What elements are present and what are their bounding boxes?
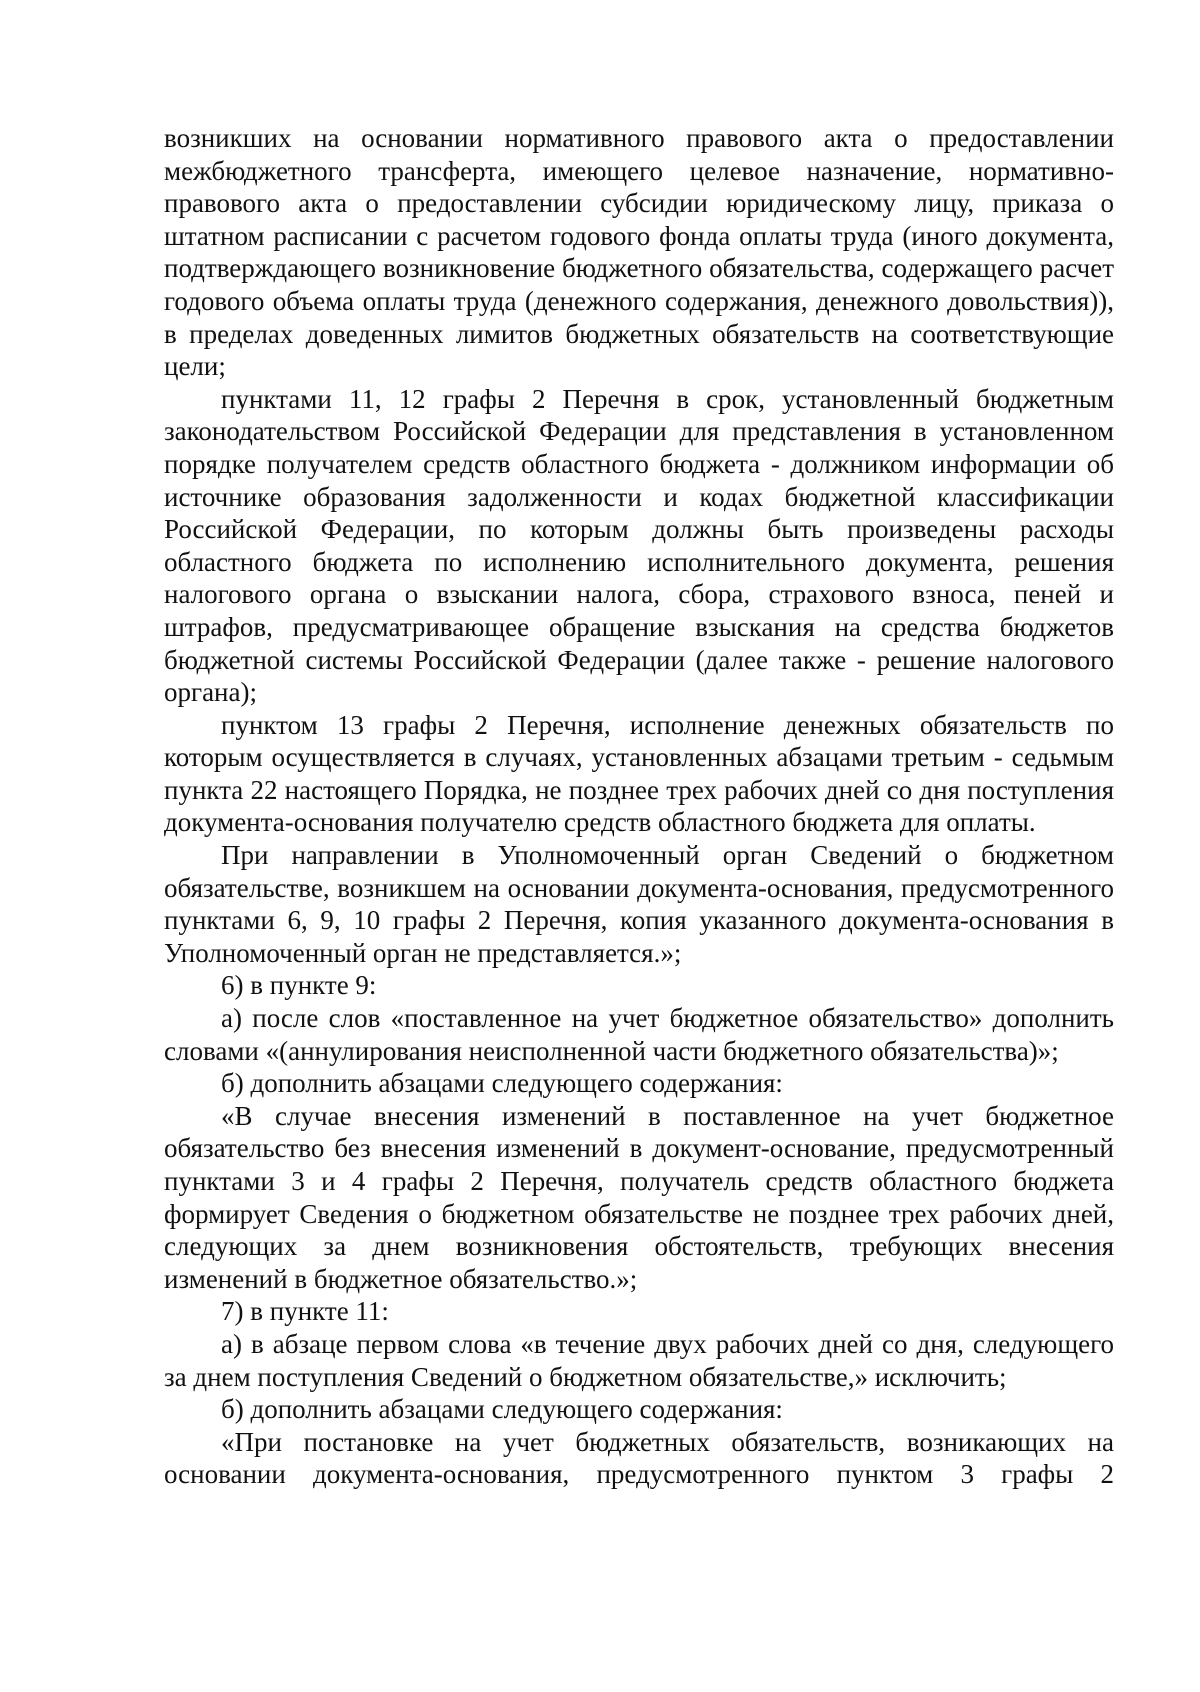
- paragraph: 7) в пункте 11:: [221, 1296, 389, 1327]
- paragraph: а) в абзаце первом слова «в течение двух рабочих дней со дня, следующего за днем поступления Сведений о бюджетном обязательстве,» исключить;: [164, 1328, 1114, 1392]
- paragraph: пунктами 11, 12 графы 2 Перечня в срок, установленный бюджетным законодательством Российской Федерации для представления в установленном порядке получателем средств областного бюджета - должником информации об источнике образования задолженности и кодах бюджетной классификации Российской Федерации, по которым должны быть произведены расходы областного бюджета по исполнению исполнительного документа, решения налогового органа о взыскании налога, сбора, страхового взноса, пеней и штрафов, предусматривающее обращение взыскания на средства бюджетов бюджетной системы Российской Федерации (далее также - решение налогового органа);: [164, 383, 1114, 708]
- paragraph: При направлении в Уполномоченный орган Сведений о бюджетном обязательстве, возникшем на основании документа-основания, предусмотренного пунктами 6, 9, 10 графы 2 Перечня, копия указанного документа-основания в Уполномоченный орган не представляется.»;: [164, 840, 1114, 968]
- paragraph: «При постановке на учет бюджетных обязательств, возникающих на основании документа-основания, предусмотренного пунктом 3 графы 2: [164, 1426, 1114, 1490]
- paragraph: пунктом 13 графы 2 Перечня, исполнение денежных обязательств по которым осуществляется в случаях, установленных абзацами третьим - седьмым пункта 22 настоящего Порядка, не позднее трех рабочих дней со дня поступления документа-основания получателю средств областного бюджета для оплаты.: [164, 709, 1114, 838]
- paragraph: возникших на основании нормативного правового акта о предоставлении межбюджетного трансферта, имеющего целевое назначение, нормативно-правового акта о предоставлении субсидии юридическому лицу, приказа о штатном расписании с расчетом годового фонда оплаты труда (иного документа, подтверждающего возникновение бюджетного обязательства, содержащего расчет годового объема оплаты труда (денежного содержания, денежного довольствия)), в пределах доведенных лимитов бюджетных обязательств на соответствующие цели;: [164, 123, 1114, 382]
- paragraph: а) после слов «поставленное на учет бюджетное обязательство» дополнить словами «(аннулирования неисполненной части бюджетного обязательства)»;: [164, 1003, 1114, 1066]
- paragraph: «В случае внесения изменений в поставленное на учет бюджетное обязательство без внесения изменений в документ-основание, предусмотренный пунктами 3 и 4 графы 2 Перечня, получатель средств областного бюджета формирует Сведения о бюджетном обязательстве не позднее трех рабочих дней, следующих за днем возникновения обстоятельств, требующих внесения изменений в бюджетное обязательство.»;: [164, 1100, 1114, 1294]
- paragraph: 6) в пункте 9:: [221, 970, 377, 1001]
- document-body: [164, 122, 1114, 1491]
- paragraph: б) дополнить абзацами следующего содержания:: [221, 1394, 783, 1425]
- paragraph: б) дополнить абзацами следующего содержания:: [221, 1068, 783, 1099]
